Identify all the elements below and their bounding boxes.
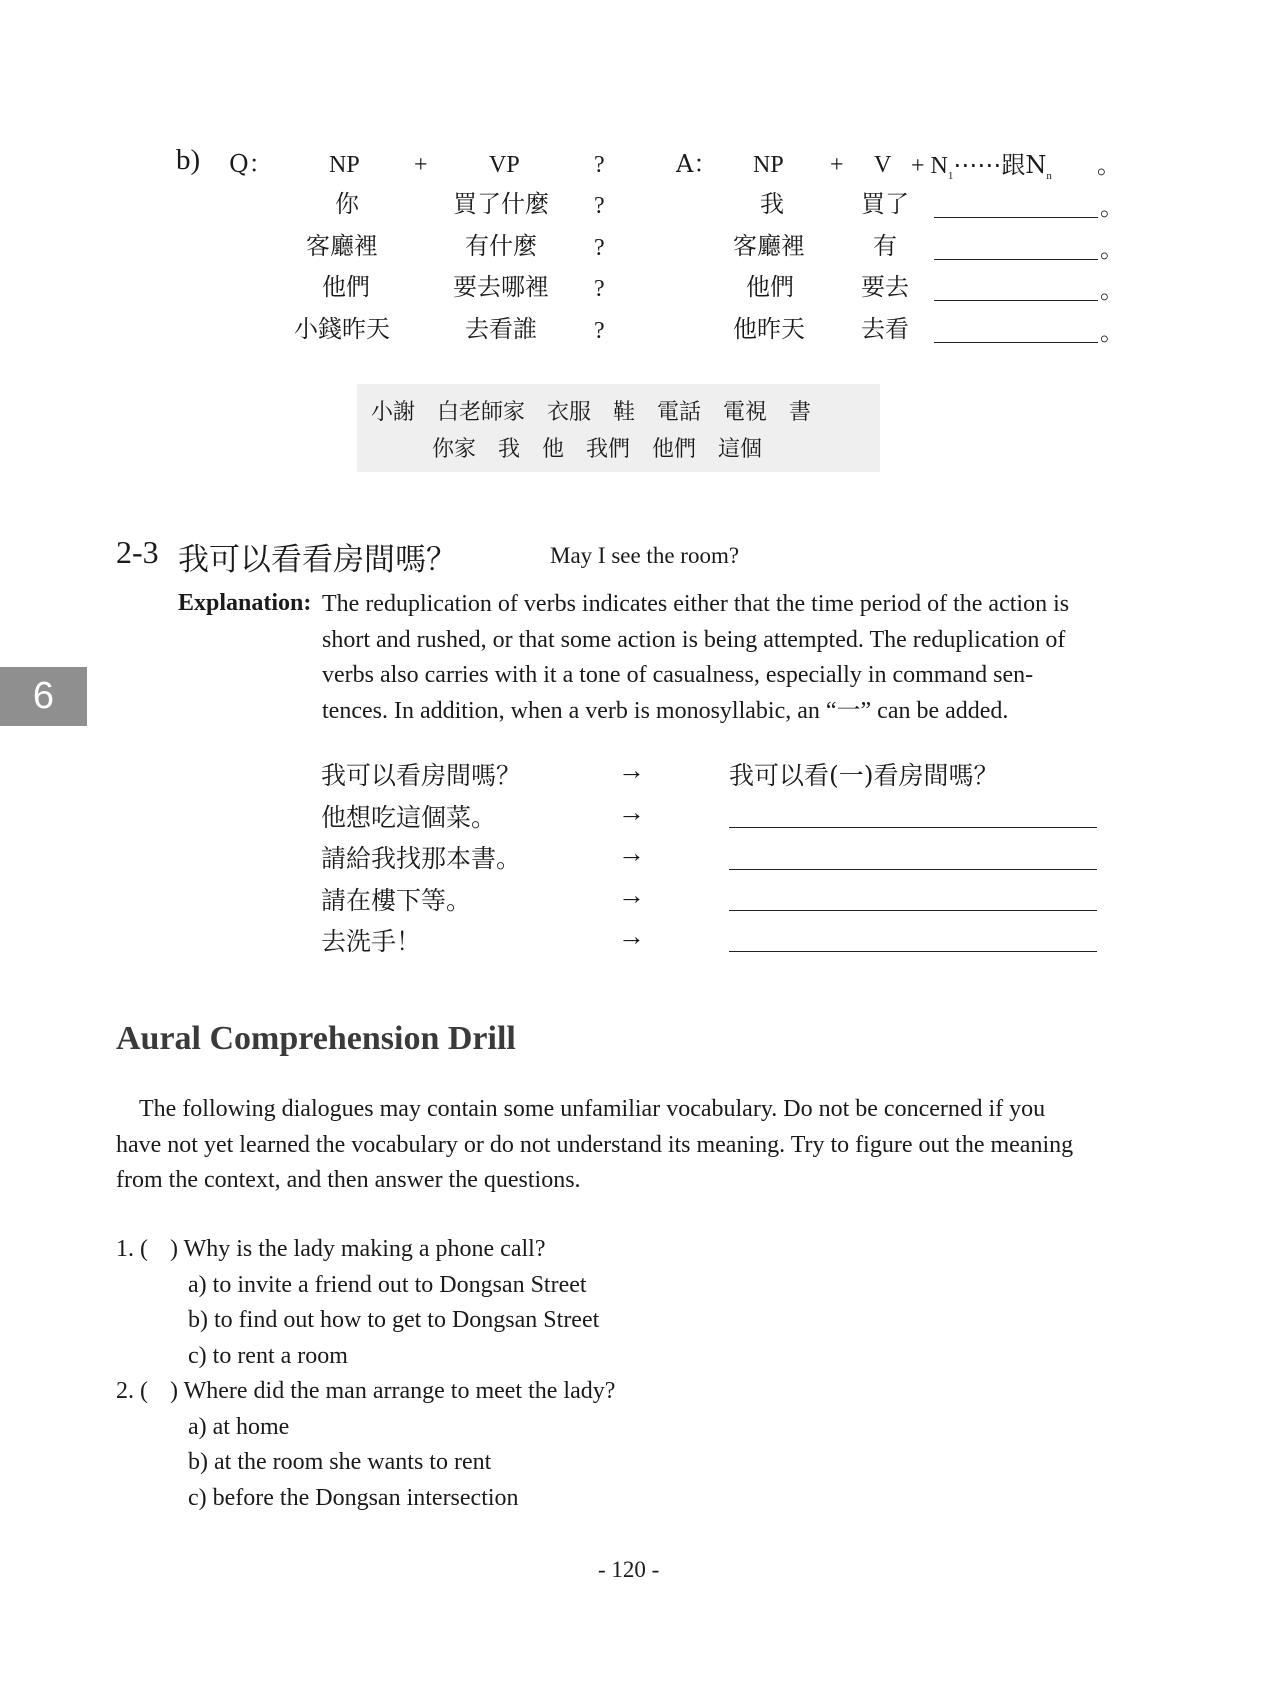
answer-period-header: 。: [1097, 151, 1121, 179]
answer-blank[interactable]: [934, 300, 1098, 301]
row-answer-np: 他昨天: [733, 315, 805, 343]
drill-answer-blank[interactable]: [729, 951, 1097, 952]
explanation-text: [322, 587, 1069, 729]
section-title-zh: 我可以看看房間嗎？: [178, 542, 457, 578]
question-vp-header: VP: [489, 152, 520, 178]
question-marker: Q：: [229, 150, 273, 178]
arrow: →: [618, 755, 645, 785]
pattern-label: b): [176, 144, 201, 176]
drill-answer-blank[interactable]: [729, 827, 1097, 828]
question-text: Where did the man arrange to meet the lady?: [183, 1378, 616, 1404]
row-question-mark: ?: [594, 276, 605, 302]
drill-answer-blank[interactable]: [729, 910, 1097, 911]
explanation-label: Explanation:: [178, 590, 312, 616]
row-answer-np: 我: [760, 190, 784, 218]
row-answer-v: 有: [873, 232, 897, 260]
chapter-number: 6: [32, 675, 55, 717]
row-question-vp: 去看誰: [465, 315, 537, 343]
explanation-line: The reduplication of verbs indicates either that the time period of the action is: [322, 591, 1070, 617]
explanation-line: verbs also carries with it a tone of casualness, especially in command sen-: [322, 662, 1034, 688]
word-bank-line-2: 你家 我 他 我們 他們 這個: [432, 437, 763, 462]
row-question-np: 小錢昨天: [294, 315, 390, 343]
row-answer-np: 客廳裡: [733, 232, 805, 260]
question-mark-header: ?: [594, 152, 605, 178]
answer-plus: +: [830, 152, 844, 178]
question-item: [116, 1374, 615, 1410]
word-bank-line-1: 小謝 白老師家 衣服 鞋 電話 電視 書: [371, 400, 812, 425]
row-period: 。: [1100, 193, 1124, 221]
row-answer-v: 要去: [861, 273, 909, 301]
row-question-mark: ?: [594, 318, 605, 344]
word-bank: [357, 384, 880, 472]
drill-source: 我可以看房間嗎？: [321, 761, 522, 790]
row-period: 。: [1100, 318, 1124, 346]
explanation-line: tences. In addition, when a verb is monosyllabic, an “一” can be added.: [322, 697, 1009, 724]
intro-line: The following dialogues may contain some unfamiliar vocabulary. Do not be concerned if you: [139, 1096, 1046, 1122]
answer-blank[interactable]: [934, 342, 1098, 343]
row-answer-v: 去看: [861, 315, 909, 343]
explanation-line: short and rushed, or that some action is being attempted. The reduplication of: [322, 626, 1066, 653]
answer-marker: A：: [676, 150, 718, 178]
arrow: →: [618, 921, 645, 951]
intro-line: have not yet learned the vocabulary or do not understand its meaning. Try to figure out the meaning: [116, 1131, 1074, 1158]
question-close-paren: ): [170, 1378, 178, 1404]
answer-blank[interactable]: [934, 217, 1098, 218]
option: c) to rent a room: [188, 1342, 348, 1369]
intro-line: from the context, and then answer the questions.: [116, 1167, 581, 1193]
answer-np-header: NP: [753, 152, 784, 178]
row-answer-v: 買了: [861, 190, 909, 218]
drill-source: 他想吃這個菜。: [321, 803, 497, 832]
row-question-np: 你: [335, 190, 359, 218]
arrow: →: [618, 880, 645, 910]
question-item: [116, 1232, 615, 1268]
row-question-vp: 買了什麼: [453, 190, 549, 218]
question-close-paren: ): [170, 1236, 178, 1262]
row-question-vp: 有什麼: [465, 232, 537, 260]
arrow: →: [618, 838, 645, 868]
question-text: Why is the lady making a phone call?: [183, 1236, 546, 1262]
aural-intro: [116, 1092, 1073, 1199]
page-number: - 120 -: [598, 1557, 660, 1582]
row-answer-np: 他們: [746, 273, 794, 301]
option: a) to invite a friend out to Dongsan Street: [188, 1271, 587, 1298]
option: b) to find out how to get to Dongsan Street: [188, 1307, 600, 1333]
row-question-np: 他們: [322, 273, 370, 301]
question-number: 1. (: [116, 1236, 148, 1262]
question-np-header: NP: [329, 152, 360, 178]
aural-heading: Aural Comprehension Drill: [116, 1020, 516, 1057]
drill-answer: 我可以看(一)看房間嗎？: [729, 761, 999, 790]
section-number: 2-3: [116, 534, 159, 570]
aural-questions: [116, 1232, 615, 1516]
option: b) at the room she wants to rent: [188, 1449, 492, 1475]
row-question-mark: ?: [594, 193, 605, 219]
arrow: →: [618, 797, 645, 827]
answer-formula: + $N_1\cdots\cdots$跟$N_n$: [911, 151, 1052, 182]
answer-blank[interactable]: [934, 259, 1098, 260]
row-period: 。: [1100, 235, 1124, 263]
drill-source: 去洗手！: [321, 927, 422, 956]
option: a) at home: [188, 1413, 290, 1440]
row-question-mark: ?: [594, 235, 605, 261]
chapter-tab: [0, 667, 87, 726]
section-title-en: May I see the room?: [550, 543, 740, 568]
row-question-vp: 要去哪裡: [453, 273, 549, 301]
question-number: 2. (: [116, 1378, 148, 1404]
drill-source: 請給我找那本書。: [321, 844, 522, 873]
question-plus: +: [414, 152, 428, 178]
answer-v-header: V: [874, 152, 892, 178]
row-period: 。: [1100, 276, 1124, 304]
option: c) before the Dongsan intersection: [188, 1484, 519, 1511]
row-question-np: 客廳裡: [306, 232, 378, 260]
drill-source: 請在樓下等。: [321, 886, 472, 915]
drill-answer-blank[interactable]: [729, 869, 1097, 870]
